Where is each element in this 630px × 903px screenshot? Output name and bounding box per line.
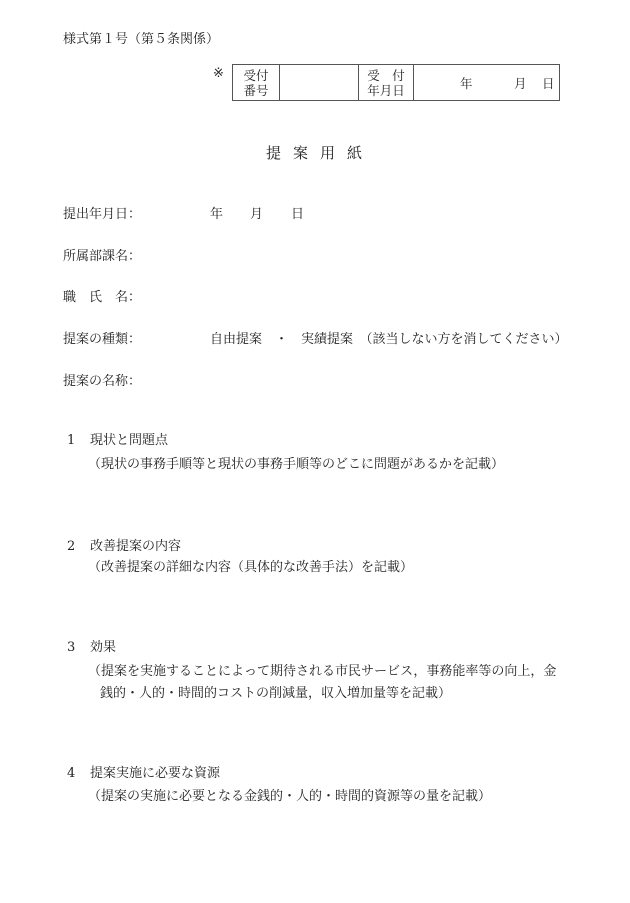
section-number: 1: [67, 433, 76, 448]
receipt-date-label: 受 付 年月日: [359, 65, 414, 101]
section-heading: 改善提案の内容: [90, 539, 182, 554]
submit-date-label: 提出年月日：: [63, 207, 142, 222]
section-heading: 効果: [90, 640, 117, 655]
type-label: 提案の種類：: [63, 332, 142, 347]
section-heading: 現状と問題点: [90, 433, 169, 448]
receipt-number-label: 受付 番号: [233, 65, 280, 101]
proposal-name-label: 提案の名称：: [63, 374, 142, 389]
section-note: 銭的・人的・時間的コストの削減量，収入増加量等を記載）: [100, 686, 452, 701]
receipt-table: [232, 64, 560, 101]
name-label: 職 氏 名：: [63, 290, 142, 305]
receipt-date-field[interactable]: 年 月 日: [414, 65, 560, 101]
receipt-number-field[interactable]: [280, 65, 359, 101]
section-note: （改善提案の詳細な内容（具体的な改善手法）を記載）: [88, 560, 414, 575]
section-note: （提案を実施することによって期待される市民サービス，事務能率等の向上，金: [88, 664, 557, 679]
section-note: （現状の事務手順等と現状の事務手順等のどこに問題があるかを記載）: [88, 457, 505, 472]
section-heading: 提案実施に必要な資源: [90, 766, 221, 781]
submit-month: 月: [250, 207, 264, 222]
submit-year: 年: [210, 207, 224, 222]
department-label: 所属部課名：: [63, 249, 142, 264]
section-number: 2: [67, 539, 76, 554]
type-options: 自由提案 ・ 実績提案 （該当しない方を消してください）: [210, 332, 568, 347]
receipt-mark: ※: [213, 66, 224, 81]
section-note: （提案の実施に必要となる金銭的・人的・時間的資源等の量を記載）: [88, 789, 492, 804]
section-number: 4: [67, 766, 76, 781]
submit-day: 日: [291, 207, 305, 222]
page-title: 提案用紙: [266, 144, 375, 162]
form-number: 様式第１号（第５条関係）: [63, 32, 220, 47]
section-number: 3: [67, 640, 76, 655]
